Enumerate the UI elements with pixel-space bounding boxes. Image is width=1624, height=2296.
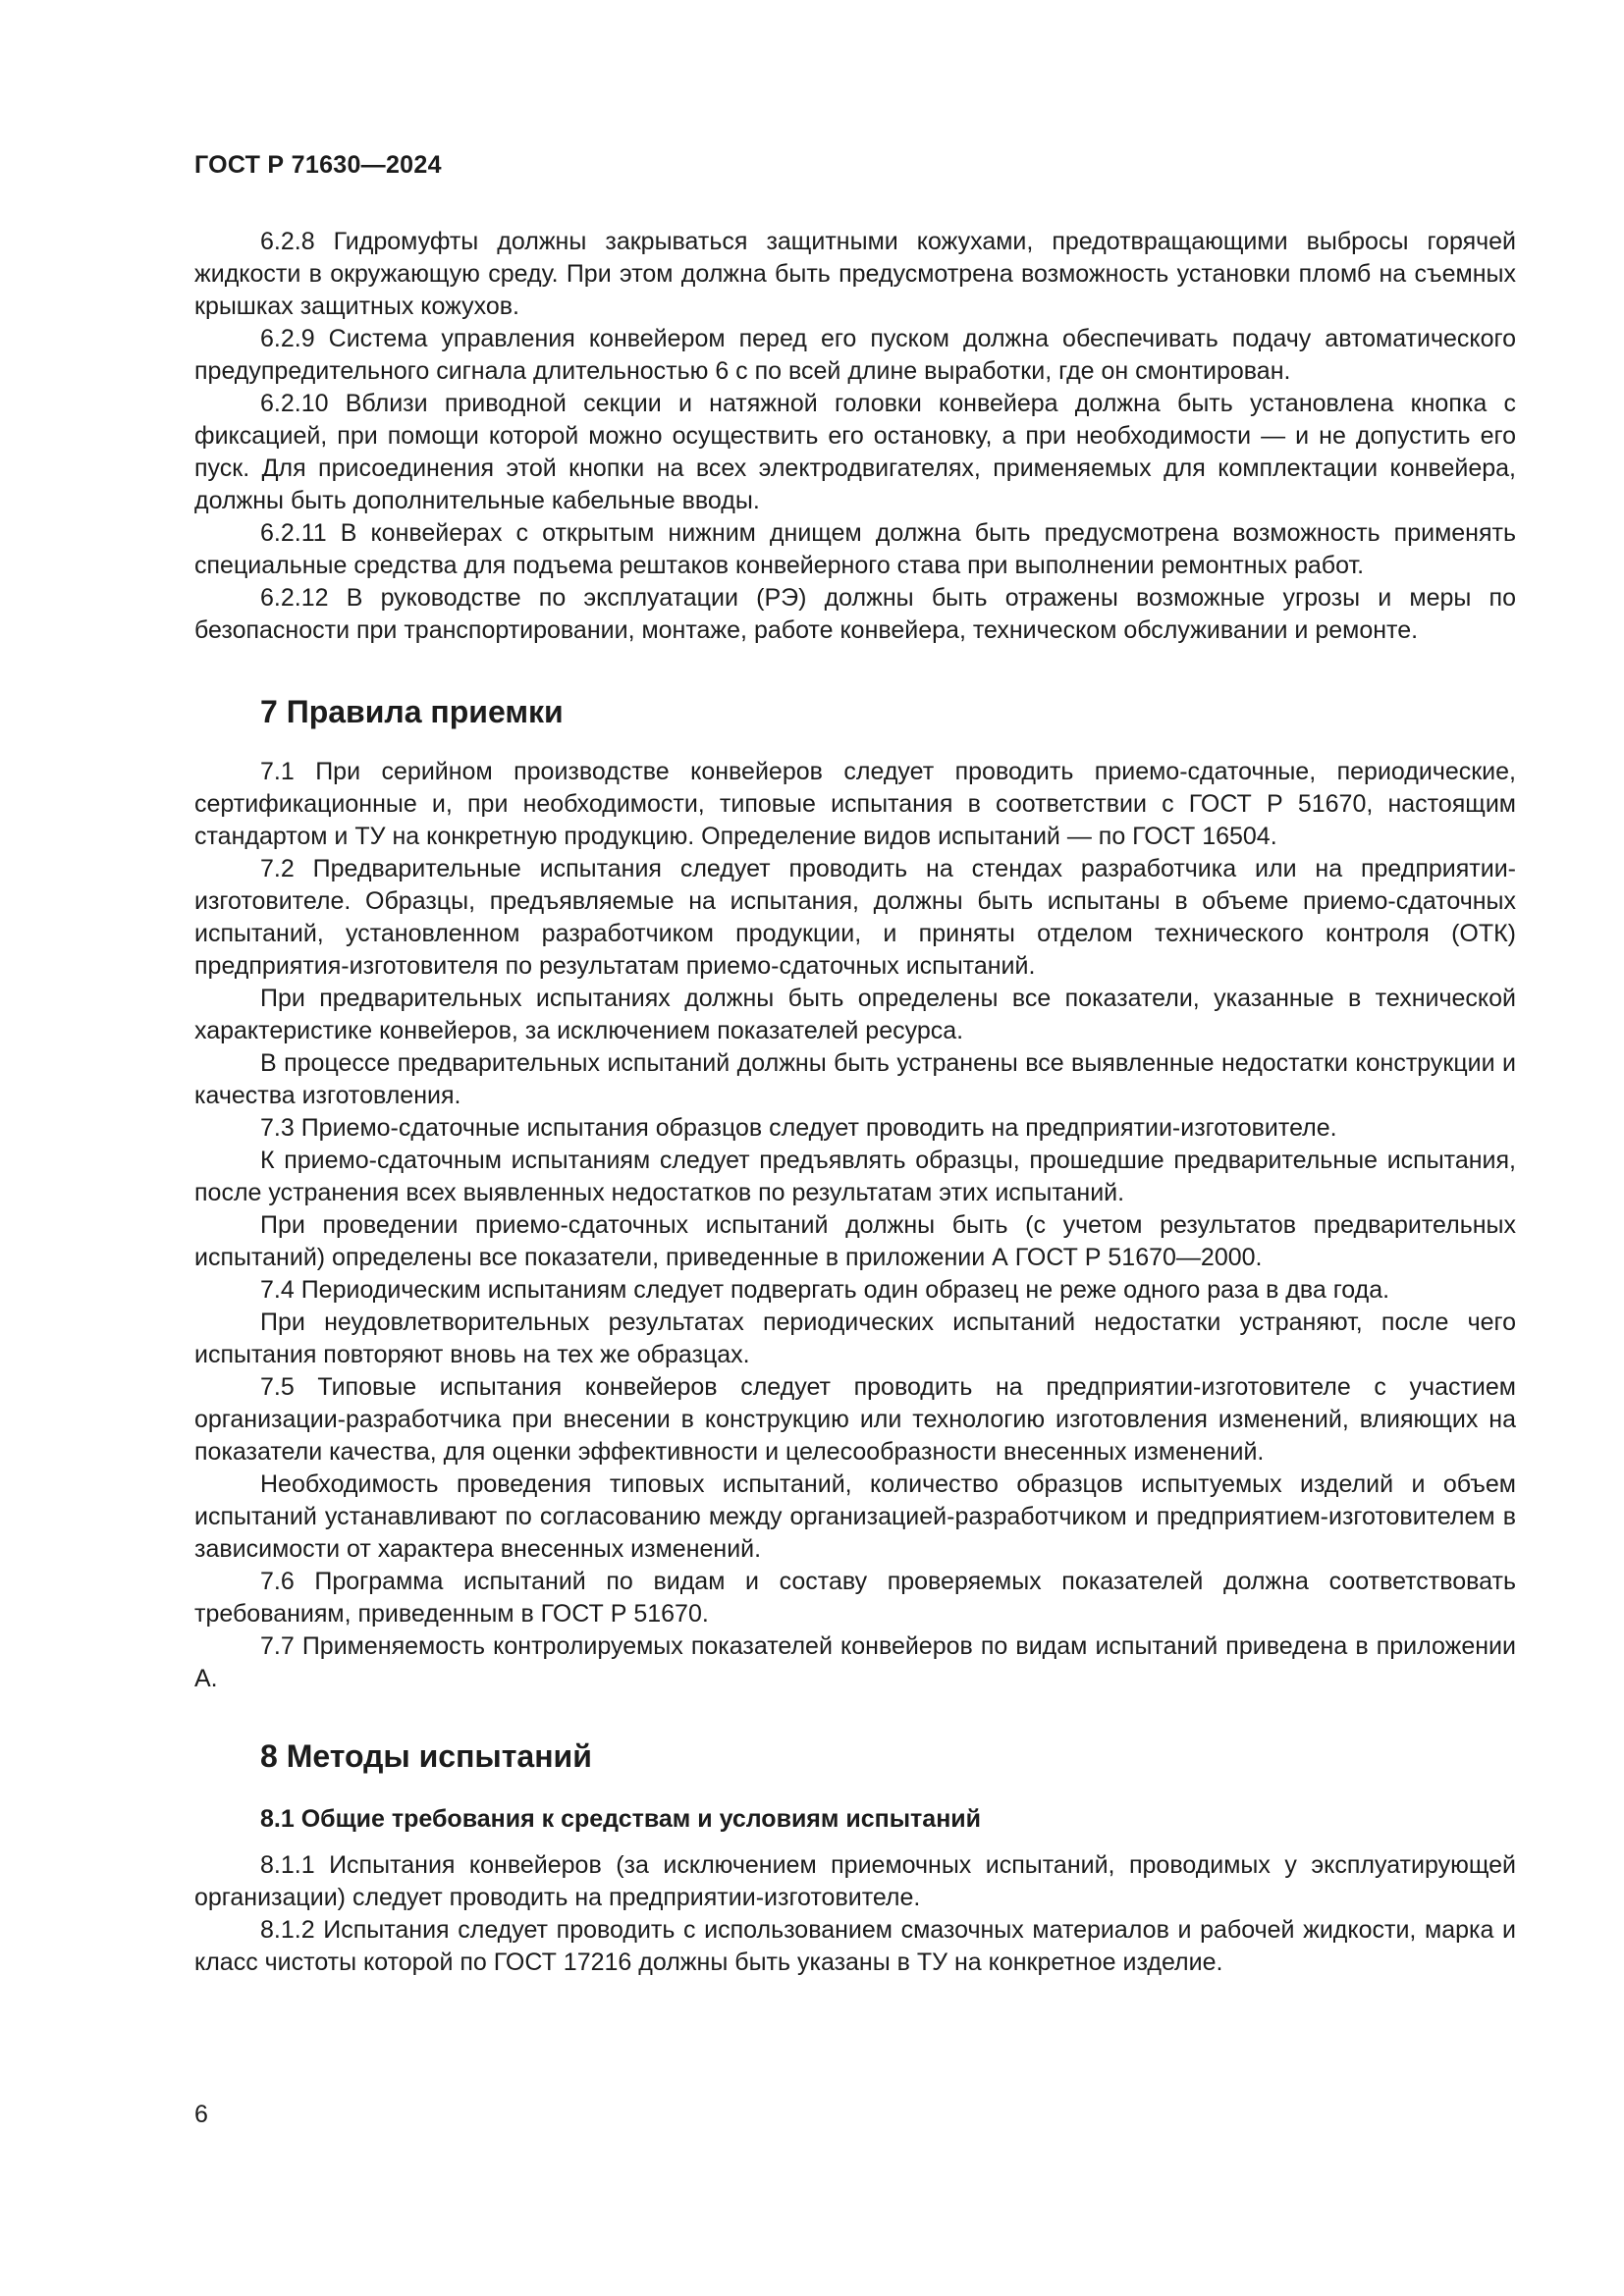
paragraph-7-5-scope: Необходимость проведения типовых испытаний, количество образцов испытуемых изделий и объем испытаний устанавливают по согласованию между организацией-разработчиком и предприятием-изготовителем в зависимости от характера внесенных изменений. — [194, 1470, 1516, 1563]
paragraph-7-4: 7.4 Периодическим испытаниям следует подвергать один образец не реже одного раза в два года. — [260, 1276, 1390, 1304]
paragraph-6-2-10: 6.2.10 Вблизи приводной секции и натяжной головки конвейера должна быть установлена кнопка с фиксацией, при помощи которой можно осуществить его остановку, а при необходимости — и не допустить его пуск. Для присоединения этой кнопки на всех электродвигателях, применяемых для комплектации конвейера, должны быть дополнительные кабельные вводы. — [194, 390, 1516, 514]
paragraph-7-2-defects: В процессе предварительных испытаний должны быть устранены все выявленные недостатки конструкции и качества изготовления. — [194, 1049, 1516, 1109]
paragraph-7-6: 7.6 Программа испытаний по видам и составу проверяемых показателей должна соответствовать требованиям, приведенным в ГОСТ Р 51670. — [194, 1568, 1516, 1628]
paragraph-7-3-samples: К приемо-сдаточным испытаниям следует предъявлять образцы, прошедшие предварительные испытания, после устранения всех выявленных недостатков по результатам этих испытаний. — [194, 1147, 1516, 1206]
paragraph-7-4-repeat: При неудовлетворительных результатах периодических испытаний недостатки устраняют, после чего испытания повторяют вновь на тех же образцах. — [194, 1308, 1516, 1368]
paragraph-6-2-11: 6.2.11 В конвейерах с открытым нижним днищем должна быть предусмотрена возможность применять специальные средства для подъема рештаков конвейерного става при выполнении ремонтных работ. — [194, 519, 1516, 579]
page-number: 6 — [194, 2101, 208, 2128]
paragraph-6-2-9: 6.2.9 Система управления конвейером перед его пуском должна обеспечивать подачу автоматического предупредительного сигнала длительностью 6 с по всей длине выработки, где он смонтирован. — [194, 325, 1516, 385]
paragraph-6-2-12: 6.2.12 В руководстве по эксплуатации (РЭ) должны быть отражены возможные угрозы и меры по безопасности при транспортировании, монтаже, работе конвейера, техническом обслуживании и ремонте. — [194, 584, 1516, 644]
paragraph-8-1-1: 8.1.1 Испытания конвейеров (за исключением приемочных испытаний, проводимых у эксплуатирующей организации) следует проводить на предприятии-изготовителе. — [194, 1851, 1516, 1911]
paragraph-6-2-8: 6.2.8 Гидромуфты должны закрываться защитными кожухами, предотвращающими выбросы горячей жидкости в окружающую среду. При этом должна быть предусмотрена возможность установки пломб на съемных крышках защитных кожухов. — [194, 228, 1516, 320]
section-8-heading: 8 Методы испытаний — [260, 1738, 592, 1774]
page-content — [194, 226, 1516, 1979]
paragraph-7-1: 7.1 При серийном производстве конвейеров следует проводить приемо-сдаточные, периодические, сертификационные и, при необходимости, типовые испытания в соответствии с ГОСТ Р 51670, настоящим стандартом и ТУ на конкретную продукцию. Определение видов испытаний — по ГОСТ 16504. — [194, 758, 1516, 850]
paragraph-7-2: 7.2 Предварительные испытания следует проводить на стендах разработчика или на предприятии-изготовителе. Образцы, предъявляемые на испытания, должны быть испытаны в объеме приемо-сдаточных испытаний, установленном разработчиком продукции, и приняты отделом технического контроля (ОТК) предприятия-изготовителя по результатам приемо-сдаточных испытаний. — [194, 855, 1516, 980]
paragraph-7-3: 7.3 Приемо-сдаточные испытания образцов следует проводить на предприятии-изготовителе. — [260, 1114, 1337, 1142]
subsection-8-1-heading: 8.1 Общие требования к средствам и условиям испытаний — [260, 1805, 982, 1833]
paragraph-7-5: 7.5 Типовые испытания конвейеров следует проводить на предприятии-изготовителе с участием организации-разработчика при внесении в конструкцию или технологию изготовления изменений, влияющих на показатели качества, для оценки эффективности и целесообразности внесенных изменений. — [194, 1373, 1516, 1466]
paragraph-7-7: 7.7 Применяемость контролируемых показателей конвейеров по видам испытаний приведена в приложении А. — [194, 1632, 1516, 1692]
section-7-heading: 7 Правила приемки — [260, 694, 564, 729]
paragraph-7-2-indicators: При предварительных испытаниях должны быть определены все показатели, указанные в технической характеристике конвейеров, за исключением показателей ресурса. — [194, 985, 1516, 1044]
document-code-header: ГОСТ Р 71630—2024 — [194, 151, 442, 179]
paragraph-8-1-2: 8.1.2 Испытания следует проводить с использованием смазочных материалов и рабочей жидкости, марка и класс чистоты которой по ГОСТ 17216 должны быть указаны в ТУ на конкретное изделие. — [194, 1916, 1516, 1976]
paragraph-7-3-indicators: При проведении приемо-сдаточных испытаний должны быть (с учетом результатов предварительных испытаний) определены все показатели, приведенные в приложении А ГОСТ Р 51670—2000. — [194, 1211, 1516, 1271]
